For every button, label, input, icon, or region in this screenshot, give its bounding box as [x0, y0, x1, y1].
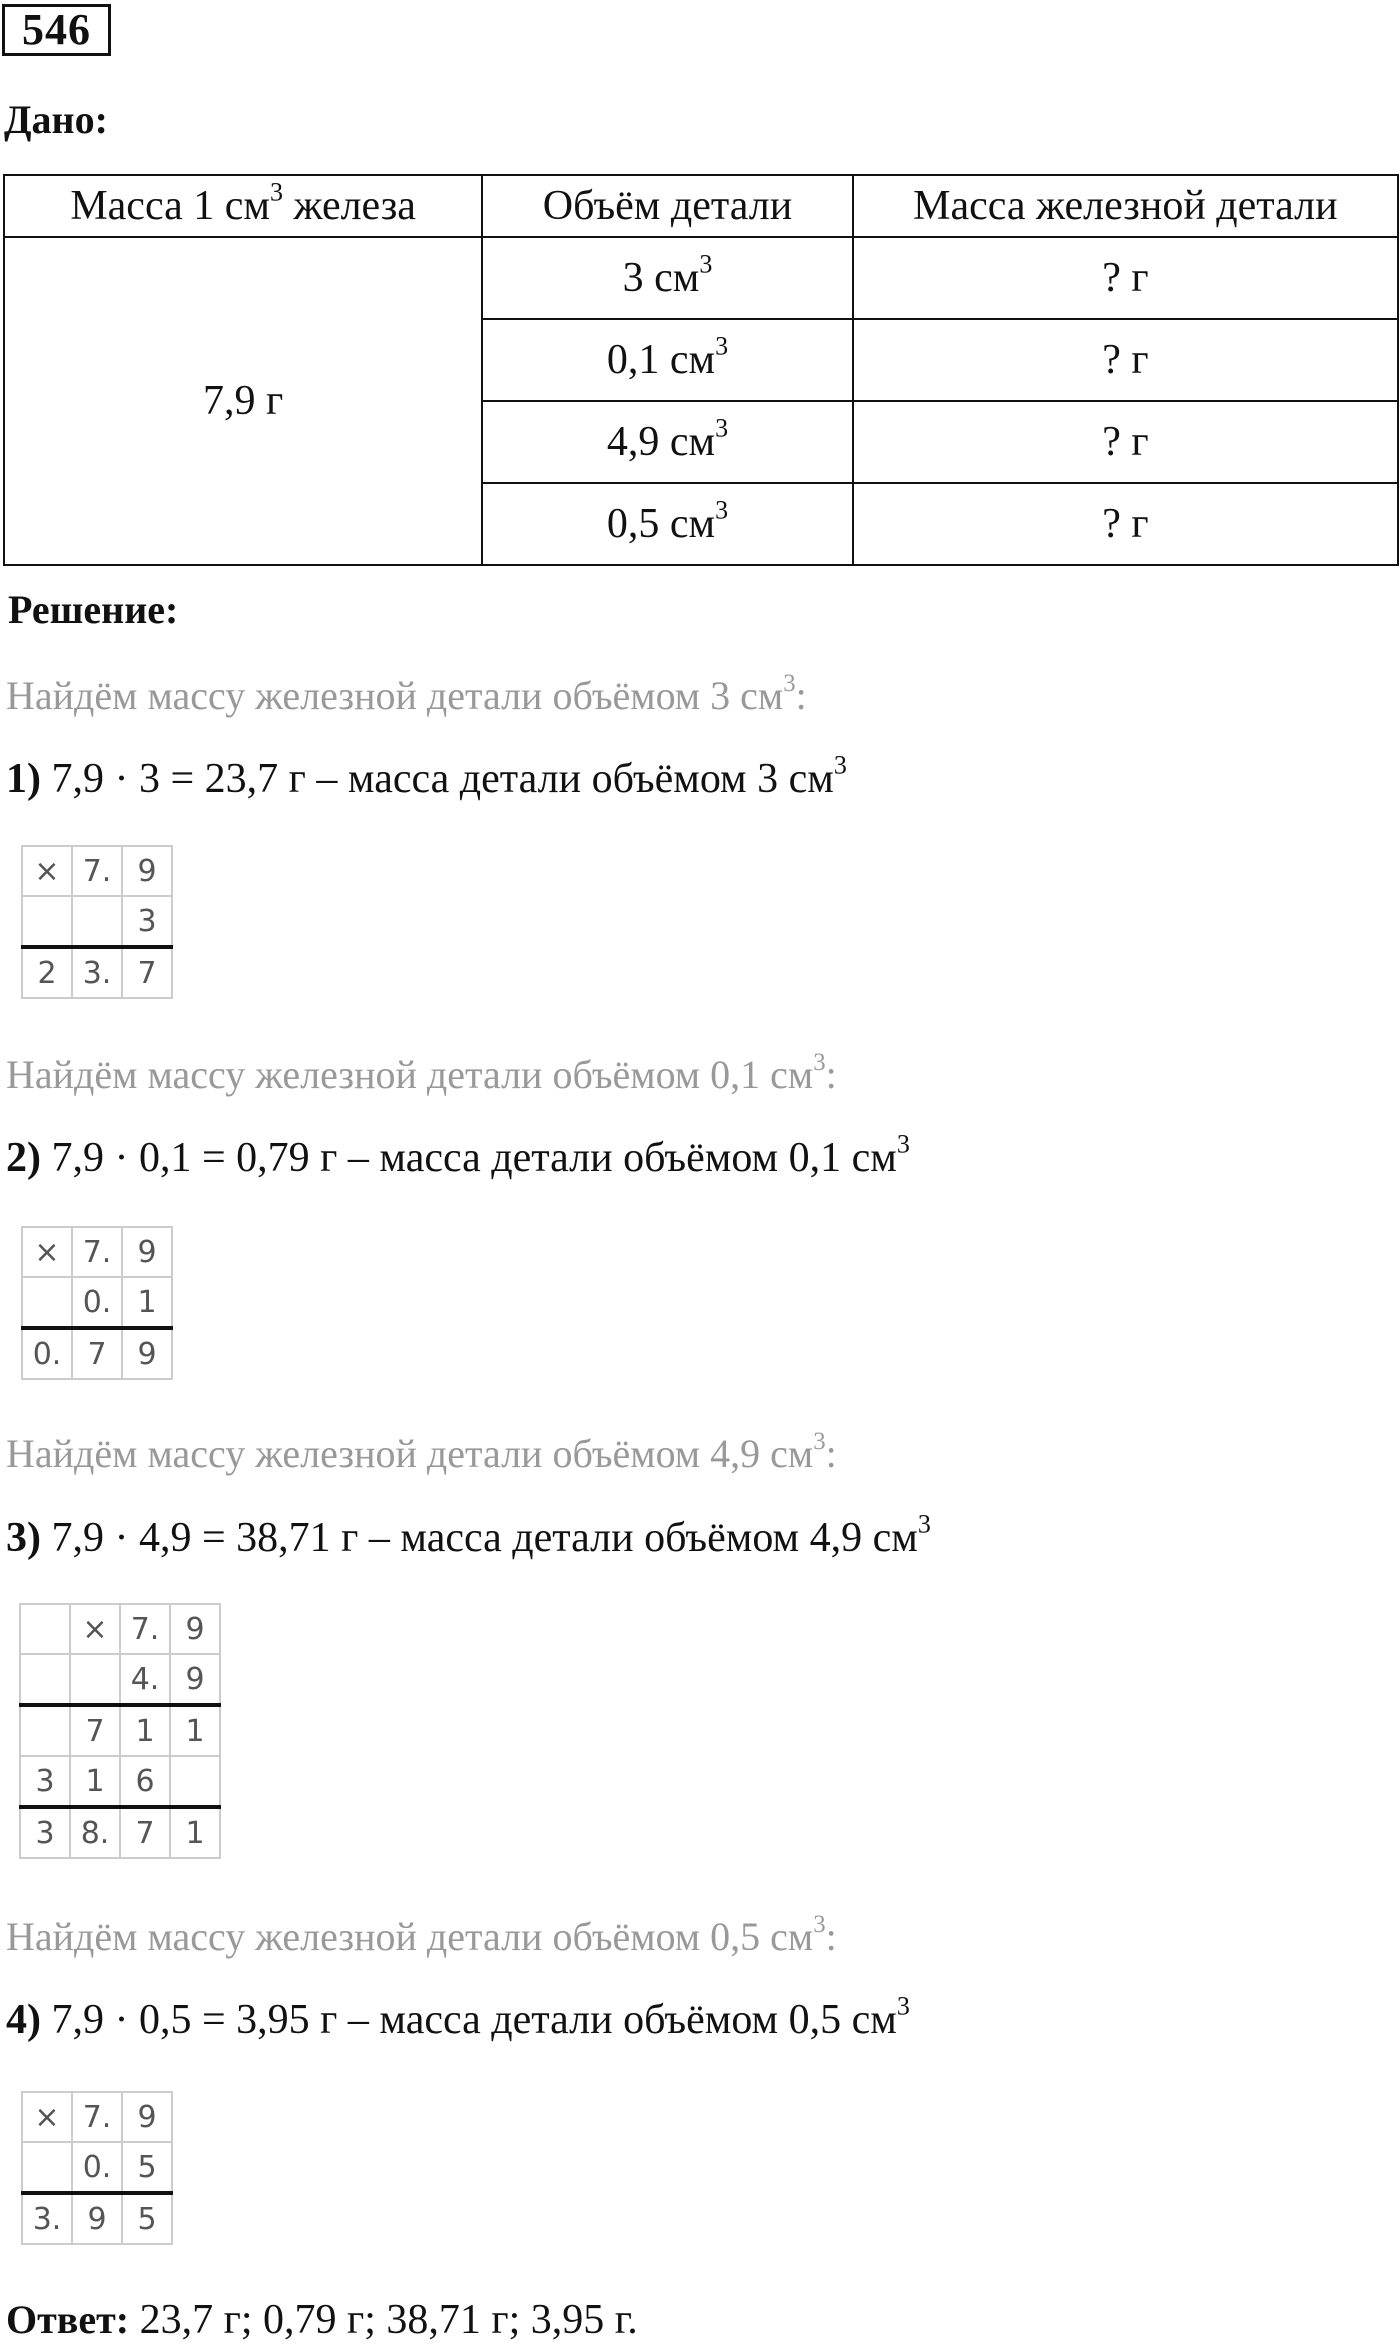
calc-digit: 6	[120, 1756, 170, 1807]
given-label: Дано:	[4, 97, 108, 142]
volume-cell: 3 $см^3$	[482, 237, 852, 319]
mass-cell: ? г	[853, 401, 1398, 483]
given-table	[3, 174, 1399, 566]
step-4-intro: Найдём массу железной детали объёмом 0,5 $см^3$:	[6, 1911, 837, 1959]
header-mass-per-cm3: Масса 1 $см^3$ железа	[4, 175, 482, 237]
solution-label: Решение:	[8, 587, 179, 632]
calc-row	[22, 2092, 172, 2142]
calc-digit	[20, 1705, 70, 1756]
calc-digit: 0.	[22, 1328, 72, 1379]
calc-digit	[72, 896, 122, 947]
calc-row	[22, 896, 172, 947]
volume-cell: 4,9 $см^3$	[482, 401, 852, 483]
calc-digit: 9	[170, 1654, 220, 1705]
calc-digit: 3	[122, 896, 172, 947]
calc-digit: 9	[122, 1328, 172, 1379]
step-4-column-multiplication	[21, 2091, 173, 2245]
table-row	[4, 237, 1398, 319]
calc-digit: ×	[70, 1604, 120, 1654]
calc-digit: 1	[120, 1705, 170, 1756]
calc-digit	[20, 1654, 70, 1705]
calc-row	[20, 1705, 220, 1756]
calc-digit: 3.	[22, 2193, 72, 2244]
calc-row	[22, 1227, 172, 1277]
calc-digit: 7	[122, 947, 172, 998]
calc-digit: 9	[72, 2193, 122, 2244]
calc-row	[20, 1654, 220, 1705]
calc-row	[20, 1807, 220, 1858]
answer-text: 23,7 г; 0,79 г; 38,71 г; 3,95 г.	[129, 2297, 638, 2343]
calc-digit: 1	[170, 1807, 220, 1858]
header-volume: Объём детали	[482, 175, 852, 237]
calc-row	[22, 1328, 172, 1379]
calc-row	[22, 846, 172, 896]
calc-digit: 3	[20, 1807, 70, 1858]
calc-digit: ×	[22, 2092, 72, 2142]
calc-digit: 7	[72, 1328, 122, 1379]
calc-digit	[22, 2142, 72, 2193]
calc-digit: 7	[120, 1807, 170, 1858]
step-2-column-multiplication	[21, 1226, 173, 1380]
calc-digit	[20, 1604, 70, 1654]
mass-cell: ? г	[853, 483, 1398, 565]
calc-digit: 1	[122, 1277, 172, 1328]
calc-digit: 1	[70, 1756, 120, 1807]
calc-digit: 0.	[72, 2142, 122, 2193]
step-3-column-multiplication	[19, 1603, 221, 1859]
step-2-intro: Найдём массу железной детали объёмом 0,1 $см^3$:	[6, 1049, 837, 1097]
calc-row	[22, 2193, 172, 2244]
step-2-equation: 2) 7,9 · 0,1 = 0,79 г – масса детали объёмом 0,1 $см^3$	[6, 1129, 910, 1181]
calc-digit	[170, 1756, 220, 1807]
calc-digit: 9	[122, 2092, 172, 2142]
calc-digit: 3	[20, 1756, 70, 1807]
volume-cell: 0,5 $см^3$	[482, 483, 852, 565]
step-1-intro: Найдём массу железной детали объёмом 3 $см^3$:	[6, 670, 807, 718]
calc-digit: 5	[122, 2193, 172, 2244]
calc-digit: 9	[122, 1227, 172, 1277]
calc-digit: 7.	[120, 1604, 170, 1654]
mass-cell: ? г	[853, 237, 1398, 319]
header-mass: Масса железной детали	[853, 175, 1398, 237]
calc-digit: ×	[22, 1227, 72, 1277]
calc-digit	[22, 896, 72, 947]
calc-row	[20, 1604, 220, 1654]
calc-row	[22, 947, 172, 998]
calc-digit: 7.	[72, 2092, 122, 2142]
calc-digit: ×	[22, 846, 72, 896]
table-header-row	[4, 175, 1398, 237]
step-1-column-multiplication	[21, 845, 173, 999]
calc-digit: 7.	[72, 1227, 122, 1277]
calc-digit: 7.	[72, 846, 122, 896]
step-1-equation: 1) 7,9 · 3 = 23,7 г – масса детали объёмом 3 $см^3$	[6, 750, 847, 802]
volume-cell: 0,1 $см^3$	[482, 319, 852, 401]
calc-digit: 0.	[72, 1277, 122, 1328]
calc-digit: 4.	[120, 1654, 170, 1705]
calc-row	[22, 2142, 172, 2193]
calc-digit	[70, 1654, 120, 1705]
step-4-equation: 4) 7,9 · 0,5 = 3,95 г – масса детали объёмом 0,5 $см^3$	[6, 1991, 910, 2043]
mass-per-cm3-value: 7,9 г	[4, 237, 482, 565]
task-number: 546	[2, 4, 111, 56]
answer-line	[6, 2296, 638, 2344]
calc-row	[20, 1756, 220, 1807]
calc-row	[22, 1277, 172, 1328]
calc-digit: 5	[122, 2142, 172, 2193]
answer-label: Ответ:	[6, 2297, 130, 2342]
step-3-equation: 3) 7,9 · 4,9 = 38,71 г – масса детали объёмом 4,9 $см^3$	[6, 1509, 931, 1561]
step-3-intro: Найдём массу железной детали объёмом 4,9 $см^3$:	[6, 1428, 837, 1476]
mass-cell: ? г	[853, 319, 1398, 401]
calc-digit: 9	[170, 1604, 220, 1654]
calc-digit: 7	[70, 1705, 120, 1756]
calc-digit: 1	[170, 1705, 220, 1756]
calc-digit: 8.	[70, 1807, 120, 1858]
calc-digit	[22, 1277, 72, 1328]
calc-digit: 2	[22, 947, 72, 998]
calc-digit: 3.	[72, 947, 122, 998]
calc-digit: 9	[122, 846, 172, 896]
